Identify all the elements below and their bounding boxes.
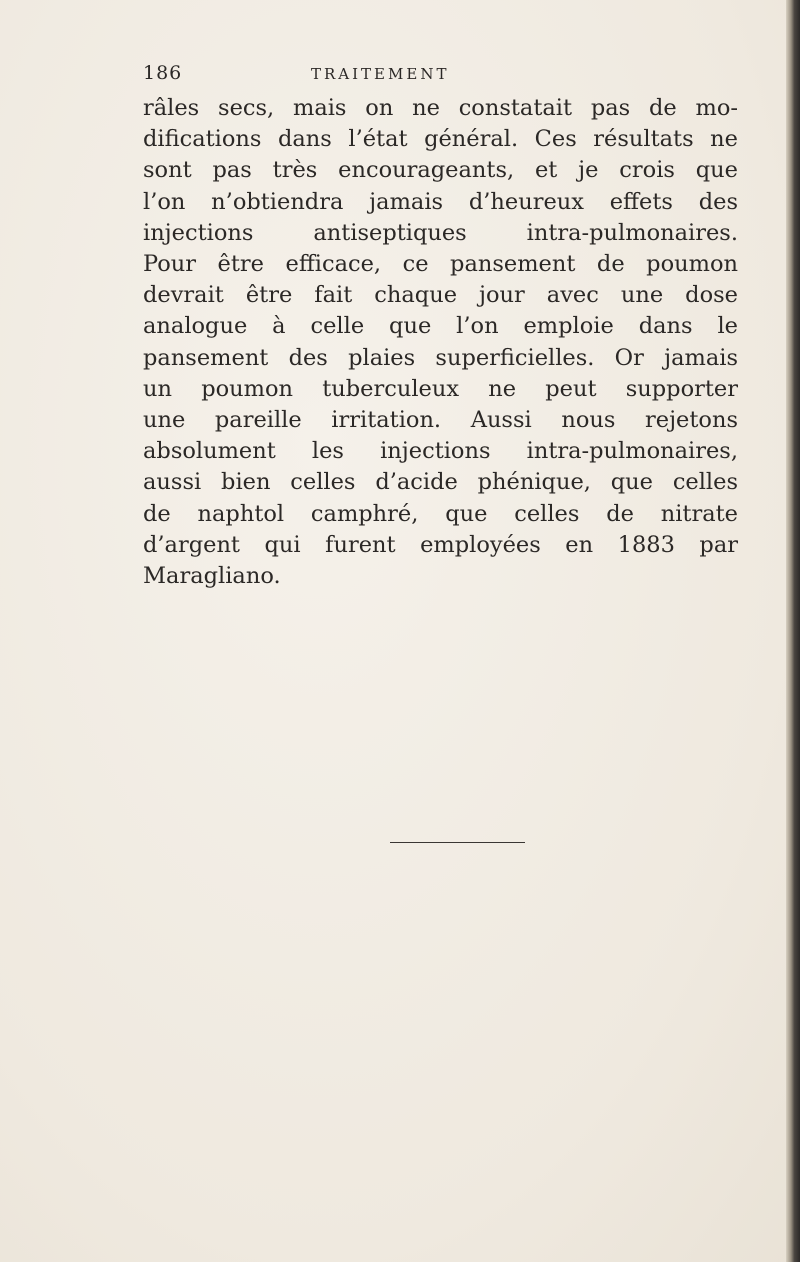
text-line: analogue à celle que l’on emploie dans le: [143, 313, 738, 340]
text-line: absolument les injections intra-pulmonaires,: [143, 438, 738, 465]
text-line: sont pas très encourageants, et je crois que: [143, 157, 738, 184]
text-line: difications dans l’état général. Ces résultats ne: [143, 126, 738, 153]
text-line: injections antiseptiques intra-pulmonaires.: [143, 219, 738, 246]
page-header: [143, 62, 733, 90]
running-title: TRAITEMENT: [311, 65, 450, 83]
body-paragraph: [143, 93, 738, 592]
text-line: l’on n’obtiendra jamais d’heureux effets des: [143, 188, 738, 215]
text-line: Pour être efficace, ce pansement de poumon: [143, 251, 738, 278]
text-line: devrait être fait chaque jour avec une dose: [143, 282, 738, 309]
text-line: un poumon tuberculeux ne peut supporter: [143, 375, 738, 402]
text-line: d’argent qui furent employées en 1883 par: [143, 531, 738, 558]
text-line: râles secs, mais on ne constatait pas de mo-: [143, 95, 738, 121]
page-edge-shadow: [786, 0, 800, 1262]
text-line: de naphtol camphré, que celles de nitrate: [143, 500, 738, 527]
page-number: 186: [143, 62, 183, 84]
text-line: aussi bien celles d’acide phénique, que celles: [143, 469, 738, 496]
text-line: une pareille irritation. Aussi nous rejetons: [143, 407, 738, 434]
text-line-last: Maragliano.: [143, 563, 281, 590]
section-end-rule: [390, 842, 525, 843]
text-line: pansement des plaies superficielles. Or jamais: [143, 344, 738, 371]
